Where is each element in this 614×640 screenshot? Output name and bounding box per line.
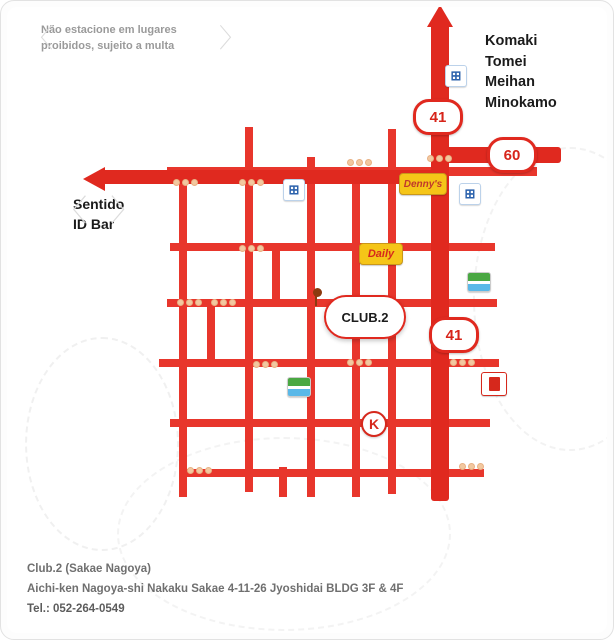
road-vertical-1 bbox=[179, 167, 187, 497]
crosswalk-dots bbox=[459, 463, 484, 470]
road-connector-4 bbox=[279, 467, 287, 497]
background-swoosh-left bbox=[25, 337, 179, 551]
direction-id-bar: ID Bar bbox=[73, 215, 115, 232]
direction-minokamo: Minokamo bbox=[485, 94, 557, 111]
road-vertical-3 bbox=[307, 157, 315, 497]
venue-phone[interactable]: Tel.: 052-264-0549 bbox=[27, 602, 125, 615]
direction-label-sentido bbox=[57, 195, 141, 234]
dennys-marker[interactable]: Denny's bbox=[399, 173, 447, 195]
road-connector-2 bbox=[272, 243, 280, 303]
map-canvas[interactable] bbox=[7, 7, 607, 633]
crosswalk-dots bbox=[253, 361, 278, 368]
club2-callout[interactable]: CLUB.2 bbox=[324, 295, 406, 339]
bracket-right: 〉 bbox=[110, 195, 141, 228]
crosswalk-dots bbox=[177, 299, 202, 306]
arrow-west bbox=[83, 167, 105, 191]
circle-k-marker[interactable]: K bbox=[361, 411, 387, 437]
direction-tomei: Tomei bbox=[485, 53, 527, 70]
crosswalk-dots bbox=[347, 159, 372, 166]
direction-label-komaki bbox=[485, 31, 557, 113]
route-shield-60[interactable]: 60 bbox=[487, 137, 537, 173]
main-arterial-west bbox=[103, 170, 443, 184]
crosswalk-dots bbox=[187, 467, 212, 474]
arrow-north bbox=[427, 7, 453, 27]
crosswalk-dots bbox=[450, 359, 475, 366]
venue-address: Aichi-ken Nagoya-shi Nakaku Sakae 4-11-26 Jyoshidai BLDG 3F & 4F bbox=[27, 582, 404, 595]
crosswalk-dots bbox=[239, 245, 264, 252]
crosswalk-dots bbox=[347, 359, 372, 366]
destination-point bbox=[313, 288, 322, 297]
venue-name: Club.2 (Sakae Nagoya) bbox=[27, 562, 151, 575]
crosswalk-dots bbox=[239, 179, 264, 186]
daily-marker[interactable]: Daily bbox=[359, 243, 403, 265]
direction-sentido: Sentido bbox=[73, 196, 125, 212]
route-41-highway bbox=[431, 21, 449, 501]
route-shield-41-north[interactable]: 41 bbox=[413, 99, 463, 135]
police-box-icon[interactable]: ⊞ bbox=[445, 65, 467, 87]
police-box-icon[interactable]: ⊞ bbox=[283, 179, 305, 201]
direction-komaki: Komaki bbox=[485, 33, 538, 49]
route-shield-41-south[interactable]: 41 bbox=[429, 317, 479, 353]
fuel-pump-icon bbox=[489, 377, 500, 391]
direction-meihan: Meihan bbox=[485, 74, 535, 91]
bracket-left: 〈 bbox=[27, 23, 54, 53]
bank-marker[interactable] bbox=[287, 377, 311, 397]
bracket-left: 〈 bbox=[57, 195, 87, 228]
bank-marker[interactable] bbox=[467, 272, 491, 292]
bracket-right: 〉 bbox=[218, 23, 245, 53]
parking-notice bbox=[29, 23, 243, 55]
gas-station-marker[interactable] bbox=[481, 372, 507, 396]
road-connector-1 bbox=[207, 299, 215, 361]
crosswalk-dots bbox=[427, 155, 452, 162]
parking-notice-line2: proibidos, sujeito a multa bbox=[41, 39, 175, 52]
parking-notice-line1: Não estacione em lugares bbox=[41, 24, 177, 36]
police-box-icon[interactable]: ⊞ bbox=[459, 183, 481, 205]
crosswalk-dots bbox=[173, 179, 198, 186]
crosswalk-dots bbox=[211, 299, 236, 306]
address-block bbox=[27, 559, 403, 619]
